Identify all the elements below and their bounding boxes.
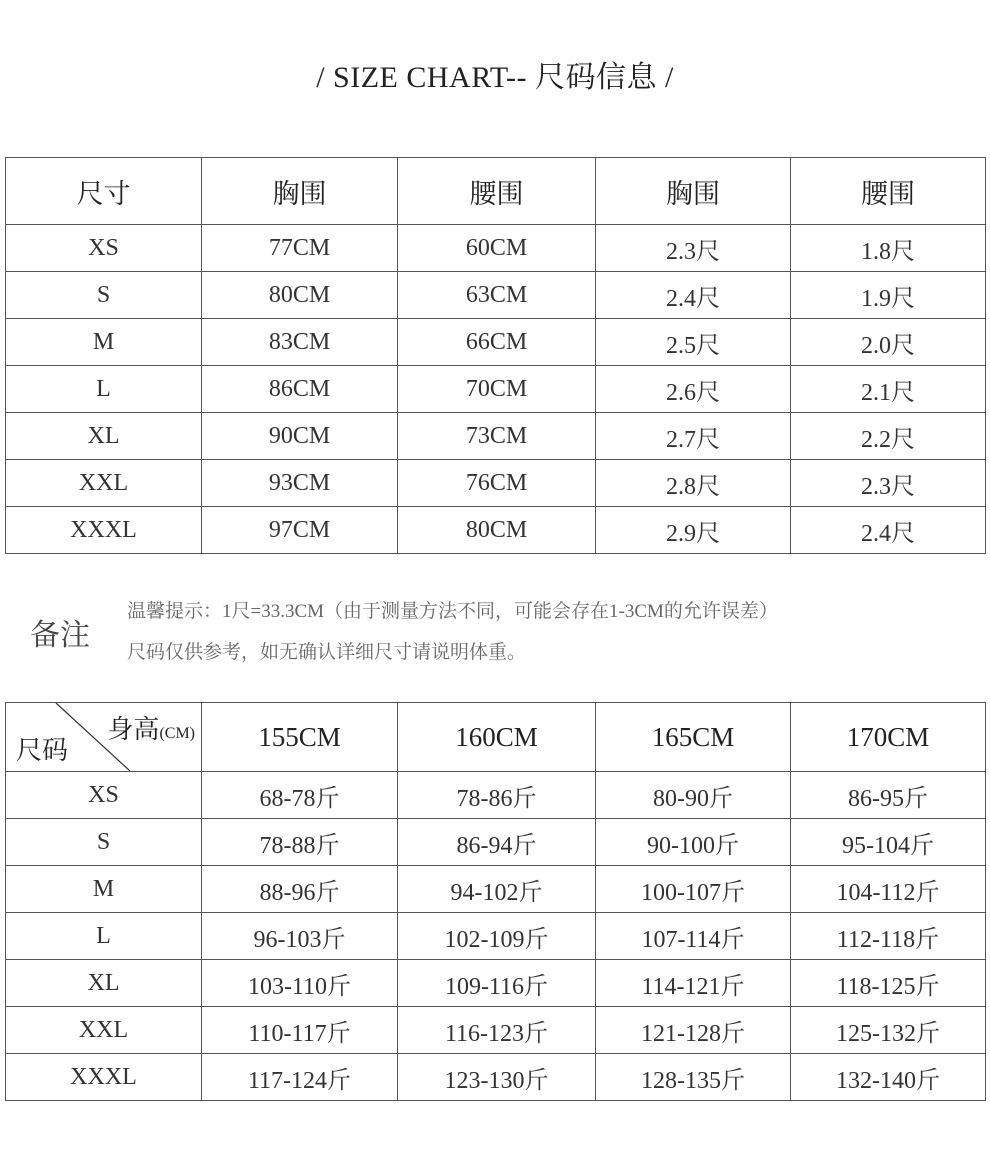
table-row — [6, 1007, 986, 1054]
table-cell: 1.8尺 — [791, 225, 986, 272]
table-cell: 60CM — [398, 225, 596, 272]
table-cell: 76CM — [398, 460, 596, 507]
weight-table — [5, 702, 986, 1101]
size-header: 尺码 — [16, 736, 69, 765]
table-cell: 112-118斤 — [791, 913, 986, 960]
table-cell: 2.9尺 — [596, 507, 791, 554]
table-cell: 100-107斤 — [596, 866, 791, 913]
table-cell: 114-121斤 — [596, 960, 791, 1007]
header-cell: 160CM — [398, 703, 596, 772]
header-cell: 165CM — [596, 703, 791, 772]
size-cell: S — [6, 819, 202, 866]
table-cell: 94-102斤 — [398, 866, 596, 913]
height-header — [107, 709, 195, 746]
table-row — [6, 413, 986, 460]
size-cell: XL — [6, 960, 202, 1007]
table-cell: 70CM — [398, 366, 596, 413]
table-cell: 66CM — [398, 319, 596, 366]
size-cell: XXL — [6, 1007, 202, 1054]
table-cell: 2.7尺 — [596, 413, 791, 460]
size-cell: XS — [6, 772, 202, 819]
table-row — [6, 366, 986, 413]
table-cell: 2.8尺 — [596, 460, 791, 507]
height-label: 身高 — [107, 715, 160, 744]
table-cell: 116-123斤 — [398, 1007, 596, 1054]
size-cell: M — [6, 319, 202, 366]
table-row — [6, 772, 986, 819]
table-row — [6, 960, 986, 1007]
table-cell: 78-88斤 — [202, 819, 398, 866]
height-unit: (CM) — [159, 725, 195, 742]
table-row — [6, 319, 986, 366]
table-cell: 86-95斤 — [791, 772, 986, 819]
size-cell: S — [6, 272, 202, 319]
table-row — [6, 460, 986, 507]
note-tip-line: 温馨提示：1尺=33.3CM（由于测量方法不同，可能会存在1-3CM的允许误差） — [127, 601, 778, 622]
table-cell: 117-124斤 — [202, 1054, 398, 1101]
note-label: 备注 — [30, 619, 90, 652]
table-cell: 90CM — [202, 413, 398, 460]
table-cell: 2.1尺 — [791, 366, 986, 413]
size-cell: XXXL — [6, 1054, 202, 1101]
size-cell: XS — [6, 225, 202, 272]
table-cell: 1.9尺 — [791, 272, 986, 319]
table-cell: 103-110斤 — [202, 960, 398, 1007]
note-reference-line: 尺码仅供参考，如无确认详细尺寸请说明体重。 — [127, 642, 527, 663]
header-cell: 腰围 — [791, 158, 986, 225]
table-cell: 80CM — [202, 272, 398, 319]
table-cell: 68-78斤 — [202, 772, 398, 819]
table-cell: 104-112斤 — [791, 866, 986, 913]
table-cell: 2.5尺 — [596, 319, 791, 366]
corner-cell — [6, 703, 202, 772]
table-header-row — [6, 158, 986, 225]
table-cell: 2.3尺 — [791, 460, 986, 507]
table-cell: 125-132斤 — [791, 1007, 986, 1054]
table-cell: 83CM — [202, 319, 398, 366]
table-cell: 2.6尺 — [596, 366, 791, 413]
table-cell: 88-96斤 — [202, 866, 398, 913]
table-cell: 128-135斤 — [596, 1054, 791, 1101]
header-cell: 腰围 — [398, 158, 596, 225]
table-row — [6, 272, 986, 319]
table-cell: 102-109斤 — [398, 913, 596, 960]
size-cell: XXXL — [6, 507, 202, 554]
table-row — [6, 507, 986, 554]
header-cell: 155CM — [202, 703, 398, 772]
table-cell: 2.0尺 — [791, 319, 986, 366]
table-row — [6, 866, 986, 913]
size-cell: XXL — [6, 460, 202, 507]
table-cell: 123-130斤 — [398, 1054, 596, 1101]
table-cell: 2.4尺 — [596, 272, 791, 319]
header-cell: 尺寸 — [6, 158, 202, 225]
table-cell: 73CM — [398, 413, 596, 460]
header-cell: 胸围 — [596, 158, 791, 225]
table-cell: 95-104斤 — [791, 819, 986, 866]
table-cell: 80-90斤 — [596, 772, 791, 819]
header-cell: 170CM — [791, 703, 986, 772]
table-cell: 121-128斤 — [596, 1007, 791, 1054]
page-title: / SIZE CHART-- 尺码信息 / — [316, 61, 674, 94]
table-cell: 96-103斤 — [202, 913, 398, 960]
header-cell: 胸围 — [202, 158, 398, 225]
table-cell: 2.4尺 — [791, 507, 986, 554]
table-cell: 86-94斤 — [398, 819, 596, 866]
table-row — [6, 1054, 986, 1101]
table-header-row — [6, 703, 986, 772]
table-cell: 93CM — [202, 460, 398, 507]
table-cell: 118-125斤 — [791, 960, 986, 1007]
table-cell: 97CM — [202, 507, 398, 554]
table-row — [6, 225, 986, 272]
measurement-table — [5, 157, 986, 554]
size-cell: M — [6, 866, 202, 913]
table-cell: 110-117斤 — [202, 1007, 398, 1054]
table-cell: 90-100斤 — [596, 819, 791, 866]
note-section — [30, 592, 980, 672]
size-cell: L — [6, 913, 202, 960]
table-cell: 63CM — [398, 272, 596, 319]
size-cell: XL — [6, 413, 202, 460]
table-cell: 107-114斤 — [596, 913, 791, 960]
table-cell: 2.2尺 — [791, 413, 986, 460]
table-cell: 2.3尺 — [596, 225, 791, 272]
table-cell: 77CM — [202, 225, 398, 272]
table-cell: 132-140斤 — [791, 1054, 986, 1101]
table-row — [6, 913, 986, 960]
table-cell: 86CM — [202, 366, 398, 413]
size-cell: L — [6, 366, 202, 413]
table-cell: 78-86斤 — [398, 772, 596, 819]
table-cell: 109-116斤 — [398, 960, 596, 1007]
table-cell: 80CM — [398, 507, 596, 554]
table-row — [6, 819, 986, 866]
